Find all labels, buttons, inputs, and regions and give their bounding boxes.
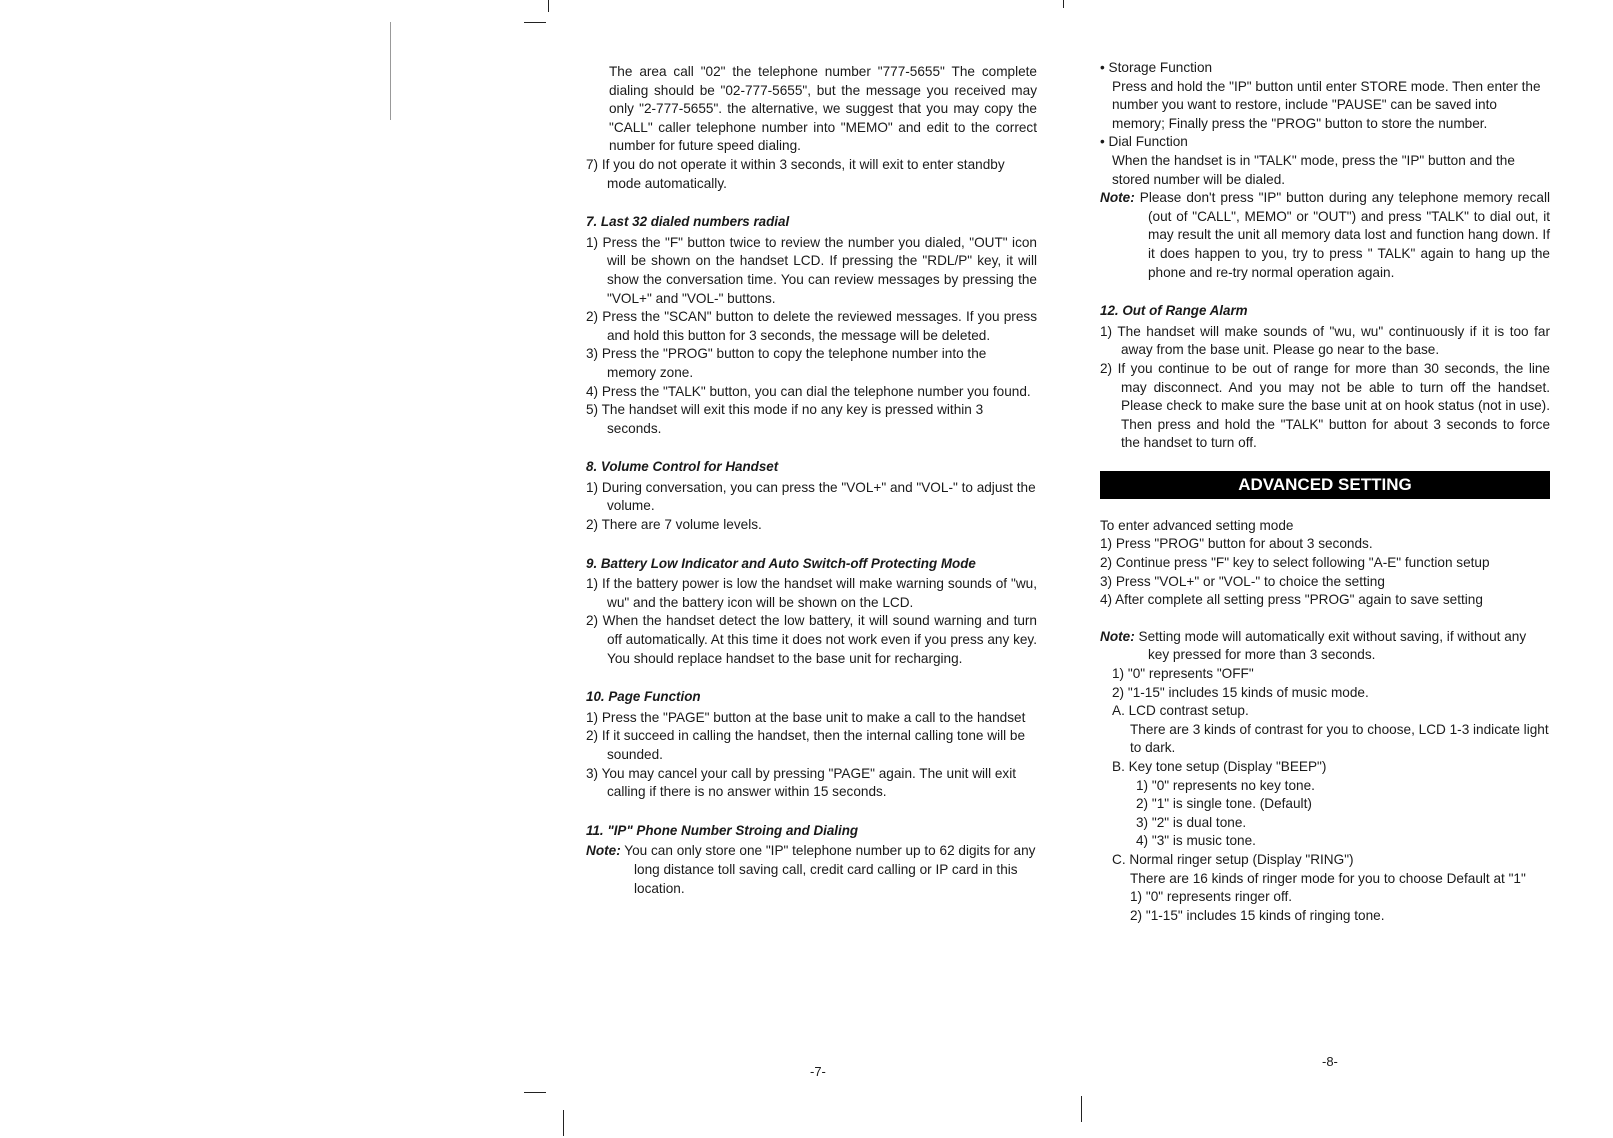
note-label: Note: [1100, 190, 1135, 206]
note-paragraph [1100, 189, 1550, 282]
list-item: 2) If you continue to be out of range for more than 30 seconds, the line may disconnect. And you may not be able to turn off the handset. Please check to make sure the base unit at on hook status (not in use). Then press and hold the "TALK" button for about 3 seconds to force the handset to turn off. [1100, 360, 1550, 451]
paragraph: To enter advanced setting mode [1100, 517, 1294, 533]
list-item: 5) The handset will exit this mode if no any key is pressed within 3 seconds. [586, 402, 984, 436]
list-item: 7) If you do not operate it within 3 seconds, it will exit to enter standby mode automatically. [586, 156, 1005, 191]
note-text: Please don't press "IP" button during any telephone memory recall (out of "CALL", MEMO" or "OUT") and press "TALK" to dial out, it may result the unit all memory data lost and function hang down. If it does happen to you, try to press " TALK" again to hang up the phone and re-try normal operation again. [1139, 190, 1550, 280]
note-paragraph [586, 842, 1037, 898]
list-item: 1) Press the "PAGE" button at the base unit to make a call to the handset [586, 709, 1026, 725]
intro-paragraph: The area call "02" the telephone number "777-5655" The complete dialing should be "02-777-5655", but the message you received may only "2-777-5655". the alternative, we suggest that you may copy the "CALL" caller telephone number into "MEMO" and edit to the correct number for future speed dialing. [609, 64, 1037, 154]
crop-mark [1081, 1096, 1082, 1122]
subsection-heading: B. Key tone setup (Display "BEEP") [1112, 759, 1327, 774]
paragraph: There are 3 kinds of contrast for you to choose, LCD 1-3 indicate light to dark. [1130, 721, 1549, 756]
subsection-heading: C. Normal ringer setup (Display "RING") [1112, 851, 1354, 867]
crop-mark [524, 1092, 546, 1093]
list-item: 1) Press the "F" button twice to review the number you dialed, "OUT" icon will be shown on the handset LCD. If pressing the "RDL/P" key, it will show the conversation time. You can review messages by pressing the "VOL+" and "VOL-" buttons. [586, 234, 1037, 306]
section-heading: 12. Out of Range Alarm [1100, 303, 1248, 319]
list-item: 4) "3" is music tone. [1136, 833, 1256, 849]
list-item: 2) Continue press "F" key to select following "A-E" function setup [1100, 555, 1490, 571]
section-heading: 8. Volume Control for Handset [586, 459, 779, 475]
list-item: 1) "0" represents no key tone. [1136, 777, 1315, 793]
crop-mark [563, 1110, 564, 1136]
list-item: 1) The handset will make sounds of "wu, wu" continuously if it is too far away from the base unit. Please go near to the base. [1100, 323, 1550, 358]
list-item: 4) Press the "TALK" button, you can dial the telephone number you found. [586, 383, 1031, 399]
list-item: 3) Press "VOL+" or "VOL-" to choice the setting [1100, 573, 1385, 589]
subsection-heading: • Dial Function [1100, 134, 1188, 150]
paragraph: There are 16 kinds of ringer mode for you to choose Default at "1" [1130, 870, 1526, 886]
list-item: 3) "2" is dual tone. [1136, 814, 1247, 830]
list-item: 2) If it succeed in calling the handset, then the internal calling tone will be sounded. [586, 728, 1026, 762]
section-heading: 11. "IP" Phone Number Stroing and Dialing [586, 822, 859, 838]
list-item: 1) "0" represents ringer off. [1130, 889, 1293, 905]
list-item: 4) After complete all setting press "PROG" again to save setting [1100, 592, 1483, 608]
crop-mark [524, 22, 546, 23]
subsection-heading: A. LCD contrast setup. [1112, 703, 1249, 719]
list-item: 1) "0" represents "OFF" [1112, 666, 1254, 682]
section-heading: 10. Page Function [586, 689, 701, 705]
page-number: -8- [1322, 1054, 1338, 1069]
crop-mark [390, 22, 391, 120]
list-item: 2) There are 7 volume levels. [586, 517, 762, 533]
list-item: 2) "1-15" includes 15 kinds of ringing tone. [1130, 907, 1385, 923]
page-7-column [586, 63, 1037, 898]
page-number: -7- [810, 1064, 826, 1079]
section-heading: 9. Battery Low Indicator and Auto Switch-off Protecting Mode [586, 555, 976, 571]
paragraph: Press and hold the "IP" button until enter STORE mode. Then enter the number you want to restore, include "PAUSE" can be saved into memory; Finally press the "PROG" button to store the number. [1112, 78, 1541, 131]
note-paragraph [1100, 628, 1550, 665]
list-item: 2) "1" is single tone. (Default) [1136, 796, 1312, 812]
paragraph: When the handset is in "TALK" mode, press the "IP" button and the stored number will be dialed. [1112, 152, 1515, 187]
list-item: 3) Press the "PROG" button to copy the telephone number into the memory zone. [586, 346, 987, 380]
list-item: 2) When the handset detect the low battery, it will sound warning and turn off automatically. At this time it does not work even if you press any key. You should replace handset to the base unit for recharging. [586, 613, 1037, 666]
subsection-heading: • Storage Function [1100, 60, 1213, 75]
note-label: Note: [1100, 628, 1135, 644]
page-8-column [1100, 59, 1550, 925]
section-heading: 7. Last 32 dialed numbers radial [586, 214, 790, 230]
crop-mark [1063, 0, 1064, 8]
list-item: 2) Press the "SCAN" button to delete the reviewed messages. If you press and hold this button for 3 seconds, the message will be deleted. [586, 309, 1037, 343]
crop-mark [548, 0, 549, 12]
note-text: You can only store one "IP" telephone number up to 62 digits for any long distance toll saving call, credit card calling or IP card in this location. [624, 843, 1036, 896]
list-item: 1) If the battery power is low the handset will make warning sounds of "wu, wu" and the battery icon will be shown on the LCD. [586, 576, 1037, 610]
section-banner: ADVANCED SETTING [1100, 471, 1550, 499]
list-item: 1) Press "PROG" button for about 3 seconds. [1100, 536, 1373, 552]
list-item: 2) "1-15" includes 15 kinds of music mode. [1112, 684, 1369, 700]
note-text: Setting mode will automatically exit without saving, if without any key pressed for more than 3 seconds. [1138, 628, 1527, 663]
note-label: Note: [586, 843, 621, 859]
list-item: 1) During conversation, you can press the "VOL+" and "VOL-" to adjust the volume. [586, 479, 1036, 514]
list-item: 3) You may cancel your call by pressing "PAGE" again. The unit will exit calling if there is no answer within 15 seconds. [586, 765, 1017, 800]
